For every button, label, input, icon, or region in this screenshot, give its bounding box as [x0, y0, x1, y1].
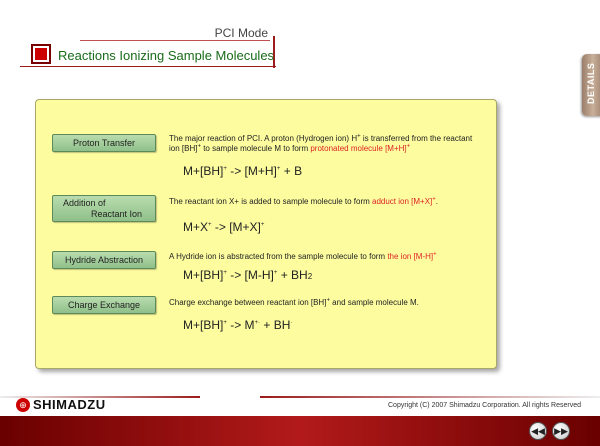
adduct-ion-highlight: adduct ion [M+X]+	[372, 196, 436, 206]
details-tab-label: DETAILS	[586, 62, 596, 104]
title-square-icon	[33, 46, 49, 62]
addition-description: The reactant ion X+ is added to sample molecule to form adduct ion [M+X]+.	[169, 196, 439, 206]
charge-exchange-equation: M+[BH]+ -> M+· + BH·	[183, 318, 293, 332]
hydride-abstraction-equation: M+[BH]+ -> [M-H]+ + BH2	[183, 268, 313, 282]
hydride-abstraction-description: A Hydride ion is abstracted from the sample molecule to form the ion [M-H]+	[169, 251, 437, 261]
rewind-icon: ◀◀	[531, 426, 545, 436]
shimadzu-logo: SHIMADZU	[33, 397, 106, 412]
hydride-abstraction-button[interactable]: Hydride Abstraction	[52, 251, 156, 269]
header-divider-bottom	[20, 66, 276, 67]
addition-of-reactant-ion-button[interactable]: Addition of Reactant Ion	[52, 195, 156, 222]
previous-button[interactable]	[529, 422, 547, 440]
page-title: Reactions Ionizing Sample Molecules	[58, 48, 275, 63]
mode-label: PCI Mode	[214, 26, 268, 40]
copyright-text: Copyright (C) 2007 Shimadzu Corporation. All rights Reserved	[388, 402, 581, 409]
fast-forward-icon: ▶▶	[554, 426, 568, 436]
proton-transfer-button[interactable]: Proton Transfer	[52, 134, 156, 152]
bottom-bar	[0, 416, 600, 446]
footer-divider-right	[260, 396, 600, 398]
shimadzu-logo-icon: ⊕	[16, 398, 30, 412]
protonated-molecule-highlight: protonated molecule [M+H]+	[310, 143, 411, 153]
proton-transfer-equation: M+[BH]+ -> [M+H]+ + B	[183, 164, 303, 178]
next-button[interactable]	[552, 422, 570, 440]
ion-mh-highlight: the ion [M-H]+	[387, 251, 437, 261]
charge-exchange-button[interactable]: Charge Exchange	[52, 296, 156, 314]
proton-transfer-description: The major reaction of PCI. A proton (Hydrogen ion) H+ is transferred from the reactant ion [BH]+ to sample molecule M to form protonated molecule [M+H]+	[169, 133, 473, 153]
charge-exchange-description: Charge exchange between reactant ion [BH]+ and sample molecule M.	[169, 297, 419, 307]
header-divider-top	[80, 40, 270, 41]
addition-equation: M+X+ -> [M+X]+	[183, 220, 265, 234]
